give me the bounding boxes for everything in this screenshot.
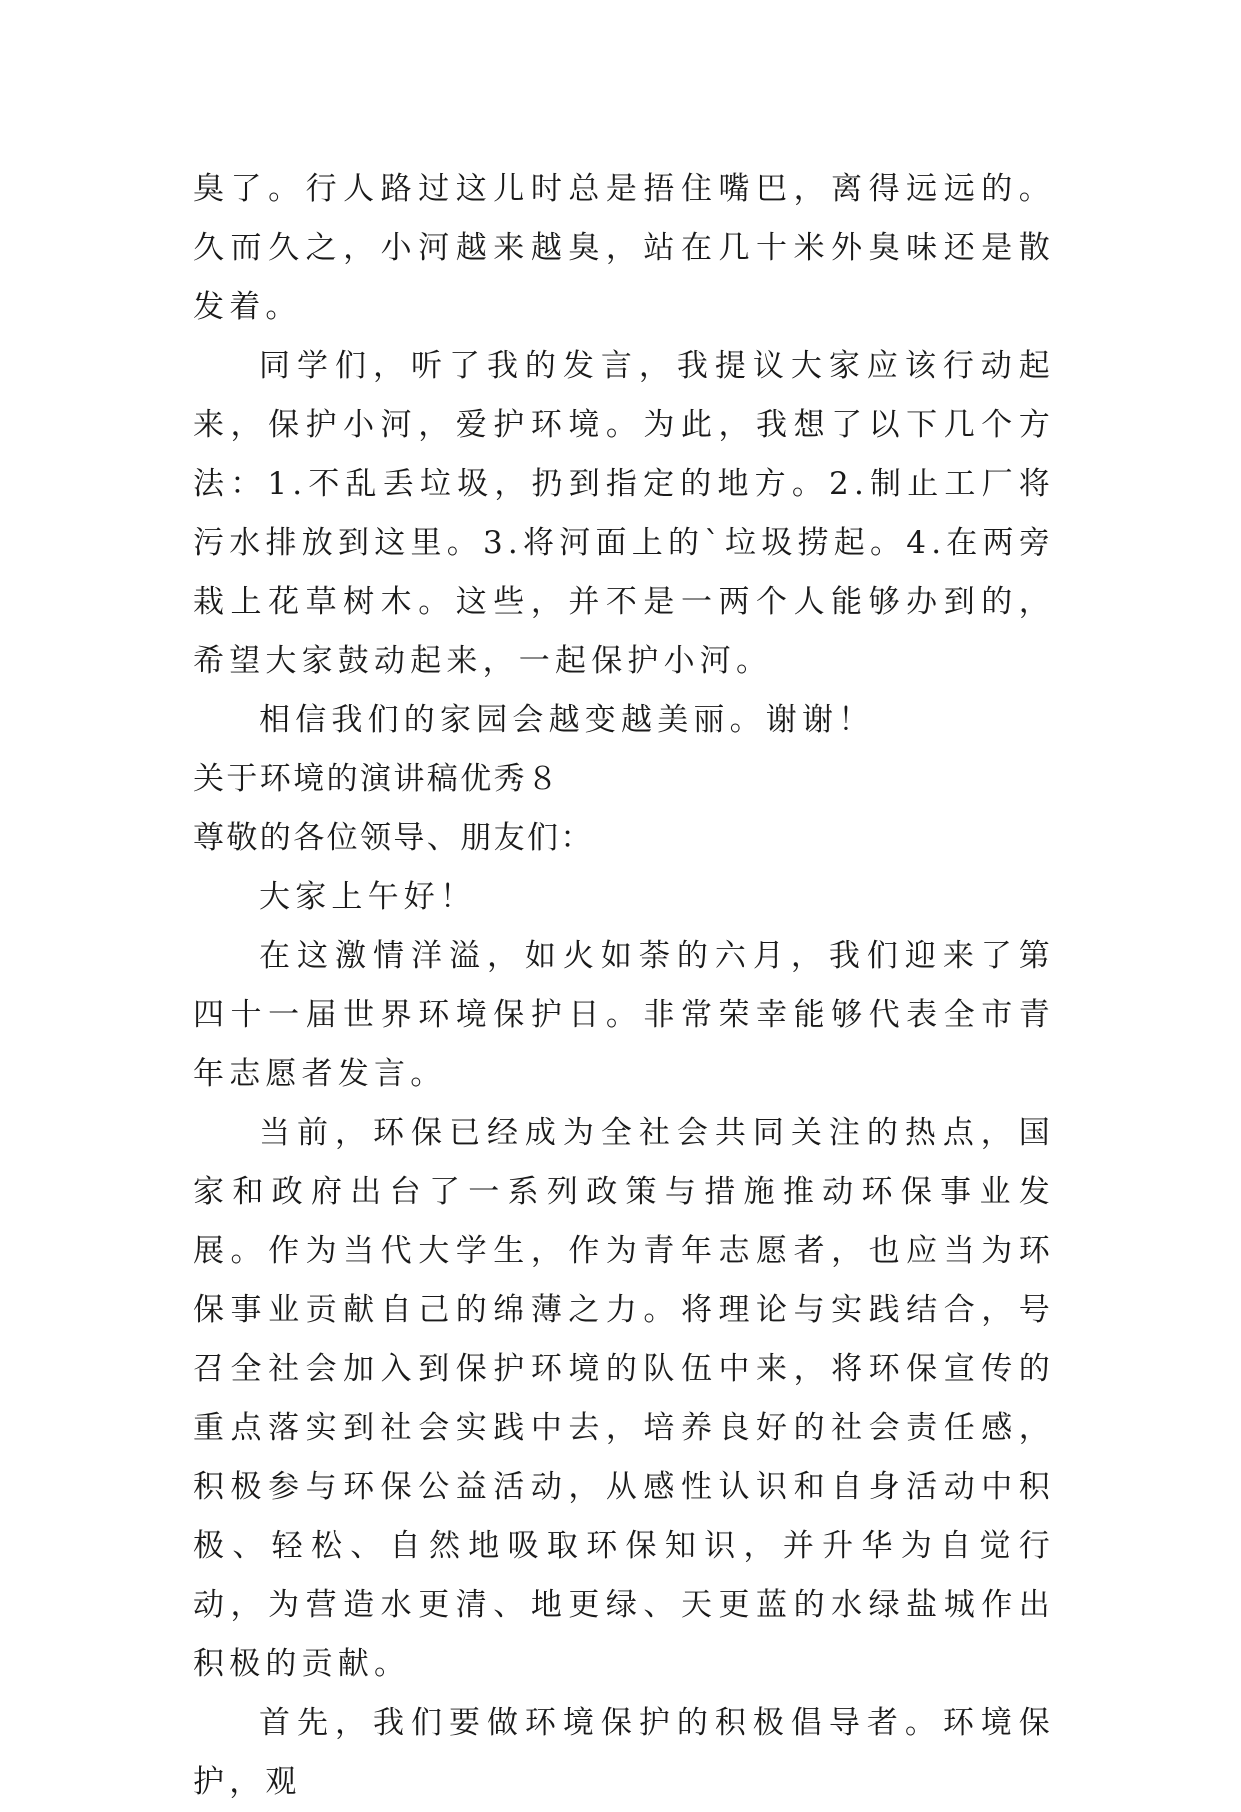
paragraph-proposal: 同学们，听了我的发言，我提议大家应该行动起来，保护小河，爱护环境。为此，我想了以下几个方法：1.不乱丢垃圾，扔到指定的地方。2.制止工厂将污水排放到这里。3.将河面上的`垃圾捞起。4.在两旁栽上花草树木。这些，并不是一两个人能够办到的，希望大家鼓动起来，一起保护小河。: [193, 348, 1055, 679]
document-body: [193, 160, 1055, 1812]
salutation: 尊敬的各位领导、朋友们：: [193, 820, 594, 856]
paragraph-intro: 在这激情洋溢，如火如荼的六月，我们迎来了第四十一届世界环境保护日。非常荣幸能够代表全市青年志愿者发言。: [193, 938, 1055, 1092]
paragraph-first-point: 首先，我们要做环境保护的积极倡导者。环境保护，观: [193, 1705, 1055, 1800]
paragraph-continuation: 臭了。行人路过这儿时总是捂住嘴巴，离得远远的。久而久之，小河越来越臭，站在几十米外臭味还是散发着。: [193, 171, 1055, 325]
paragraph-closing: 相信我们的家园会越变越美丽。谢谢！: [259, 702, 875, 738]
greeting: 大家上午好！: [259, 879, 477, 915]
paragraph-current-situation: 当前，环保已经成为全社会共同关注的热点，国家和政府出台了一系列政策与措施推动环保事业发展。作为当代大学生，作为青年志愿者，也应当为环保事业贡献自己的绵薄之力。将理论与实践结合，号召全社会加入到保护环境的队伍中来，将环保宣传的重点落实到社会实践中去，培养良好的社会责任感，积极参与环保公益活动，从感性认识和自身活动中积极、轻松、自然地吸取环保知识，并升华为自觉行动，为营造水更清、地更绿、天更蓝的水绿盐城作出积极的贡献。: [193, 1115, 1055, 1682]
section-title: 关于环境的演讲稿优秀８: [193, 761, 561, 797]
